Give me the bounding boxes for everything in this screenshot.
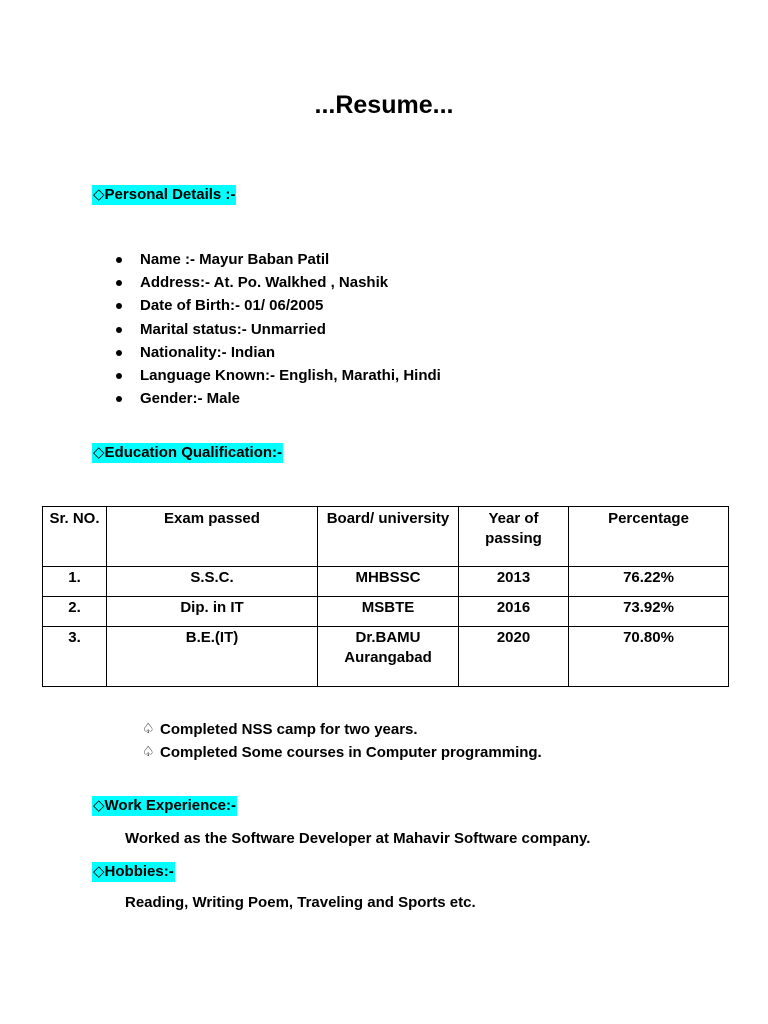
list-item	[116, 341, 616, 364]
bullet-dot-icon	[116, 327, 122, 333]
list-item	[116, 294, 616, 317]
personal-details-section	[92, 185, 236, 205]
spade-outline-icon: ♤	[142, 721, 155, 737]
achievements-list	[142, 718, 702, 764]
list-item	[116, 364, 616, 387]
table-cell: S.S.C.	[190, 569, 234, 586]
table-cell: B.E.(IT)	[185, 629, 239, 646]
list-item-text: Date of Birth:- 01/ 06/2005	[140, 297, 324, 315]
education-heading: ◇Education Qualification:-	[93, 444, 283, 461]
table-header-row	[43, 507, 729, 567]
column-header: Exam passed	[107, 507, 318, 567]
list-item-text: Gender:- Male	[140, 390, 241, 408]
table-cell: 2016	[496, 599, 531, 616]
list-item	[116, 387, 616, 410]
table-cell: 2020	[496, 629, 531, 646]
list-item	[116, 318, 616, 341]
list-item-text: Marital status:- Unmarried	[140, 320, 326, 338]
personal-details-list	[116, 248, 616, 410]
list-item	[116, 248, 616, 271]
column-header: Percentage	[569, 507, 729, 567]
personal-details-heading: ◇Personal Details :-	[93, 186, 236, 203]
column-header: Board/ university	[318, 507, 459, 567]
table-row	[43, 567, 729, 597]
column-header: Year of passing	[459, 507, 569, 567]
work-experience-heading: ◇Work Experience:-	[93, 797, 236, 814]
column-header: Sr. NO.	[43, 507, 107, 567]
bullet-dot-icon	[116, 257, 122, 263]
hobbies-section	[92, 862, 175, 882]
hobbies-heading: ◇Hobbies:-	[93, 863, 174, 880]
table-cell: Dr.BAMU Aurangabad	[344, 629, 432, 666]
bullet-dot-icon	[116, 280, 122, 286]
education-section	[92, 443, 283, 463]
list-item-text: Language Known:- English, Marathi, Hindi	[140, 366, 441, 384]
bullet-dot-icon	[116, 303, 122, 309]
table-cell: 3.	[68, 629, 81, 646]
work-experience-text: Worked as the Software Developer at Mahavir Software company.	[125, 830, 591, 847]
table-cell: 2013	[496, 569, 531, 586]
bullet-dot-icon	[116, 350, 122, 356]
work-experience-section	[92, 796, 237, 816]
list-item-text: Completed Some courses in Computer programming.	[160, 744, 542, 761]
table-cell: 76.22%	[623, 569, 674, 586]
table-cell: 73.92%	[623, 599, 674, 616]
list-item-text: Nationality:- Indian	[140, 343, 275, 361]
spade-outline-icon: ♤	[142, 744, 155, 760]
bullet-dot-icon	[116, 396, 122, 402]
list-item-text: Address:- At. Po. Walkhed , Nashik	[140, 274, 389, 292]
table-cell: 70.80%	[623, 629, 674, 646]
bullet-dot-icon	[116, 373, 122, 379]
list-item	[142, 741, 702, 764]
hobbies-text: Reading, Writing Poem, Traveling and Sports etc.	[125, 894, 476, 911]
list-item-text: Completed NSS camp for two years.	[160, 721, 418, 738]
table-cell: MHBSSC	[355, 569, 421, 586]
table-cell: 2.	[68, 599, 81, 616]
table-row	[43, 627, 729, 687]
list-item-text: Name :- Mayur Baban Patil	[140, 251, 330, 268]
education-table	[42, 506, 729, 687]
table-row	[43, 597, 729, 627]
list-item	[116, 271, 616, 294]
table-cell: MSBTE	[361, 599, 415, 616]
table-cell: 1.	[68, 569, 81, 586]
page-title: ...Resume...	[314, 91, 454, 119]
list-item	[142, 718, 702, 741]
table-cell: Dip. in IT	[180, 599, 244, 616]
